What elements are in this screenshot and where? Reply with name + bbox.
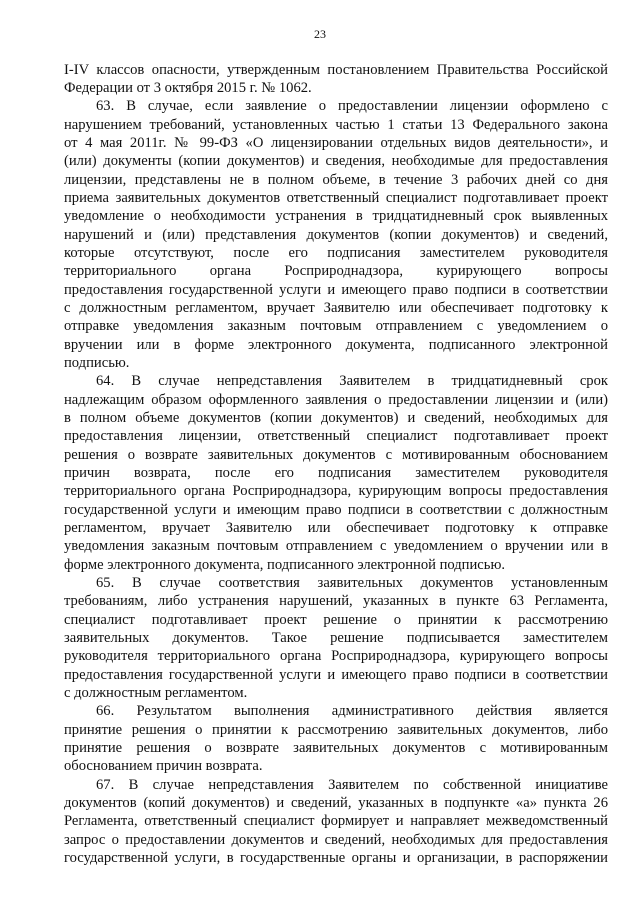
text-line: регламентом, вручает Заявителю или обеспечивает подготовку к отправке (64, 520, 608, 536)
text-line: уведомление о необходимости устранения в тридцатидневный срок выявленных (64, 208, 608, 224)
text-line: руководителя территориального органа Росприроднадзора, курирующего вопросы (64, 648, 608, 664)
text-line: отправке уведомления заказным почтовым отправлением с уведомлением о (64, 318, 608, 334)
text-line: Регламента, ответственный специалист формирует и направляет межведомственный (64, 813, 608, 829)
text-line: предоставления лицензии, ответственный специалист подготавливает проект (64, 428, 608, 444)
text-line: лицензии, представлены не в полном объеме, в течение 3 рабочих дней со дня (64, 172, 608, 188)
paragraph-66-start: 66. Результатом выполнения административного действия является (96, 703, 608, 719)
text-line: приема заявительных документов ответственный специалист подготавливает проект (64, 190, 608, 206)
text-line: принятие решения о возврате заявительных документов с мотивированным (64, 740, 608, 756)
text-line: с должностным регламентом, вручает Заявителю или обеспечивает подготовку к (64, 300, 608, 316)
page-number: 23 (314, 27, 326, 41)
text-line: нарушений и (или) представления документов (копии документов) и сведений, (64, 227, 608, 243)
text-line: специалист подготавливает проект решение о принятии к рассмотрению (64, 612, 608, 628)
text-line: обоснованием причин возврата. (64, 758, 263, 774)
text-line: предоставления государственной услуги и имеющего право подписи в соответствии (64, 282, 608, 298)
text-line: нарушением требований, установленных частью 1 статьи 13 Федерального закона (64, 117, 608, 133)
text-line: подписью. (64, 355, 130, 371)
text-line: государственной услуги и имеющим право подписи в соответствии с должностным (64, 502, 608, 518)
text-line: Федерации от 3 октября 2015 г. № 1062. (64, 80, 312, 96)
text-line: надлежащим образом оформленного заявления о предоставлении лицензии и (или) (64, 392, 608, 408)
text-line: которые отсутствуют, после его подписания заместителем руководителя (64, 245, 608, 261)
text-line: уведомления заказным почтовым отправлением с уведомлением о вручении или в (64, 538, 608, 554)
text-line: в полном объеме документов (копии документов) и сведений, необходимых для (64, 410, 608, 426)
text-line: запрос о предоставлении документов и сведений, необходимых для предоставления (64, 832, 608, 848)
paragraph-65-start: 65. В случае соответствия заявительных документов установленным (96, 575, 608, 591)
text-line: (или) документы (копии документов) и сведения, необходимые для предоставления (64, 153, 608, 169)
text-line: форме электронного документа, подписанного электронной подписью. (64, 557, 505, 573)
text-line: заявительных документов. Такое решение подписывается заместителем (64, 630, 608, 646)
text-line: территориального органа Росприроднадзора, курирующего вопросы (64, 263, 608, 279)
text-line: требованиям, либо устранения нарушений, указанных в пункте 63 Регламента, (64, 593, 608, 609)
paragraph-63-start: 63. В случае, если заявление о предоставлении лицензии оформлено с (96, 98, 608, 114)
text-line: государственной услуги, в государственные органы и организации, в распоряжении (64, 850, 608, 866)
text-line: с должностным регламентом. (64, 685, 248, 701)
paragraph-64-start: 64. В случае непредставления Заявителем в тридцатидневный срок (96, 373, 608, 389)
paragraph-67-start: 67. В случае непредставления Заявителем по собственной инициативе (96, 777, 608, 793)
text-line: вручении или в форме электронного документа, подписанного электронной (64, 337, 608, 353)
text-line: решения о возврате заявительных документов с мотивированным обоснованием (64, 447, 608, 463)
text-line: от 4 мая 2011г. № 99-ФЗ «О лицензировании отдельных видов деятельности», и (64, 135, 608, 151)
text-line: I-IV классов опасности, утвержденным постановлением Правительства Российской (64, 62, 608, 78)
text-line: причин возврата, после его подписания заместителем руководителя (64, 465, 608, 481)
text-line: принятие решения о принятии к рассмотрению заявительных документов, либо (64, 722, 608, 738)
text-line: документов (копий документов) и сведений, указанных в подпункте «а» пункта 26 (64, 795, 608, 811)
text-line: предоставления государственной услуги и имеющего право подписи в соответствии (64, 667, 608, 683)
text-line: территориального органа Росприроднадзора, курирующим вопросы предоставления (64, 483, 608, 499)
